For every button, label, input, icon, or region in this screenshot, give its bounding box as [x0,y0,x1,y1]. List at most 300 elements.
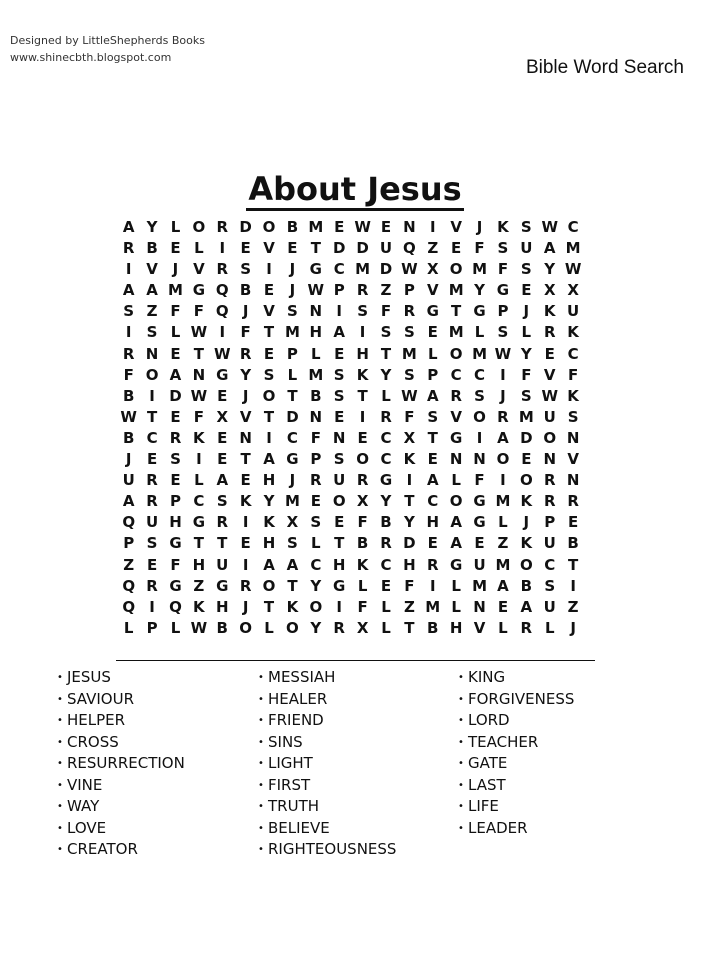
grid-letter: V [263,239,275,258]
grid-letter: C [333,260,345,279]
grid-letter: J [523,302,530,321]
grid-letter: S [240,260,252,279]
grid-letter: H [215,597,229,616]
grid-letter: N [403,218,416,236]
grid-letter: S [310,513,322,532]
grid-letter: H [356,344,369,363]
grid-letter: R [169,428,182,447]
grid-letter: Y [310,576,322,595]
grid-letter: K [193,597,205,616]
grid-letter: U [567,302,580,321]
grid-letter: E [334,344,345,363]
word-label: MESSIAH [268,668,336,686]
grid-letter: B [122,386,135,405]
grid-letter: F [240,323,251,342]
word-list-item [458,689,574,711]
grid-letter: K [263,513,275,532]
grid-letter: Z [427,239,439,258]
word-list-item [458,796,574,818]
grid-letter: T [404,618,415,637]
grid-letter: M [472,260,488,279]
grid-letter: N [449,450,463,469]
grid-letter: G [473,513,486,532]
grid-letter: S [474,386,485,405]
grid-letter: F [193,302,204,321]
word-list-item [258,796,396,818]
bullet-icon: • [258,758,264,769]
grid-letter: E [170,239,181,258]
grid-letter: X [403,428,416,447]
word-list-item [57,732,185,754]
grid-letter: E [427,534,438,553]
grid-letter: A [263,450,275,469]
grid-letter: K [520,492,533,511]
grid-letter: E [263,344,275,363]
grid-letter: U [543,597,556,616]
grid-letter: C [193,492,205,511]
grid-letter: I [149,386,155,405]
grid-letter: R [146,576,158,595]
grid-letter: B [380,513,392,532]
word-list-item [258,689,396,711]
grid-letter: E [263,281,275,300]
grid-letter: T [193,534,204,553]
grid-letter: F [474,239,485,258]
designer-credit [10,32,205,66]
grid-letter: S [146,534,158,553]
grid-letter: S [287,302,298,321]
word-label: JESUS [67,668,111,686]
word-list-item [57,667,185,689]
grid-letter: M [495,492,511,511]
grid-letter: C [286,428,298,447]
grid-letter: S [544,576,556,595]
grid-letter: C [380,450,392,469]
word-label: FIRST [268,775,311,794]
word-label: SAVIOUR [67,689,134,708]
bullet-icon: • [57,801,63,812]
grid-letter: F [123,365,134,384]
grid-letter: J [476,218,483,236]
grid-letter: G [473,492,486,511]
grid-letter: B [239,281,252,300]
word-label: LIFE [468,797,499,815]
grid-letter: D [332,239,346,258]
bullet-icon: • [458,736,464,748]
grid-letter: J [242,386,249,405]
bullet-icon: • [258,801,264,812]
grid-letter: L [311,344,321,363]
grid-letter: L [194,471,204,490]
grid-letter: P [286,344,298,363]
word-list-item [57,775,185,797]
grid-letter: S [520,386,532,405]
grid-letter: I [336,302,342,321]
grid-letter: F [380,302,392,321]
grid-letter: B [356,534,369,553]
grid-letter: Z [497,534,509,553]
grid-letter: D [403,534,416,553]
grid-letter: K [497,218,509,236]
grid-letter: K [543,302,556,321]
grid-letter: R [356,471,369,490]
grid-letter: O [449,260,463,279]
grid-letter: G [192,513,206,532]
grid-letter: V [543,365,556,384]
grid-letter: R [216,218,229,236]
bullet-icon: • [57,844,63,855]
grid-letter: I [359,407,366,426]
word-label: FORGIVENESS [468,689,575,708]
grid-letter: W [401,386,418,405]
grid-letter: L [381,597,391,616]
grid-letter: G [216,576,229,595]
grid-letter: R [543,471,556,490]
grid-letter: L [311,534,321,553]
grid-letter: J [523,513,530,532]
grid-letter: C [567,344,579,363]
grid-letter: O [192,218,206,236]
grid-letter: A [450,534,462,553]
grid-letter: N [473,597,486,616]
letter-grid [117,217,585,639]
grid-letter: Y [380,492,392,511]
grid-letter: I [359,323,366,342]
grid-letter: S [123,302,135,321]
grid-letter: L [170,218,181,236]
grid-letter: U [122,471,135,490]
grid-letter: M [401,344,417,363]
grid-letter: E [474,534,485,553]
grid-letter: A [169,365,182,384]
grid-letter: R [520,618,533,637]
grid-letter: G [426,302,439,321]
grid-letter: O [332,492,346,511]
grid-letter: X [543,281,556,300]
grid-letter: L [451,471,461,490]
grid-letter: P [427,365,439,384]
grid-letter: N [309,407,323,426]
grid-letter: O [519,555,533,574]
bullet-icon: • [57,693,63,705]
grid-letter: A [543,239,556,258]
grid-letter: G [169,534,182,553]
grid-letter: Y [380,365,392,384]
grid-letter: G [309,260,322,279]
grid-letter: Y [520,344,532,363]
word-label: LEADER [468,818,528,837]
grid-letter: J [289,281,296,300]
grid-letter: T [427,428,438,447]
grid-letter: E [170,471,181,490]
grid-letter: A [497,428,509,447]
grid-letter: I [500,471,506,490]
grid-letter: W [354,218,371,236]
grid-letter: R [497,407,509,426]
word-list-item [57,818,185,840]
grid-letter: M [355,260,371,279]
bullet-icon: • [57,672,63,683]
word-label: TEACHER [468,732,539,751]
grid-letter: Z [403,597,415,616]
word-list-item [258,818,396,840]
grid-letter: O [239,618,253,637]
word-list-column-3 [458,667,574,839]
word-label: RESURRECTION [67,754,185,772]
grid-letter: X [356,618,369,637]
grid-letter: R [239,576,252,595]
grid-letter: M [518,407,534,426]
grid-letter: I [125,260,132,279]
grid-letter: V [450,407,462,426]
grid-letter: O [449,492,463,511]
word-list-item [258,667,396,689]
word-label: WAY [67,797,100,815]
grid-letter: T [193,344,204,363]
grid-letter: G [216,365,229,384]
grid-letter: J [172,260,179,279]
grid-letter: J [125,450,132,469]
grid-letter: T [217,534,228,553]
grid-letter: G [379,471,393,490]
grid-letter: S [427,407,439,426]
grid-letter: N [192,365,206,384]
grid-letter: V [450,218,462,236]
grid-letter: S [263,365,275,384]
grid-letter: P [169,492,181,511]
grid-letter: P [403,281,415,300]
grid-letter: B [122,428,135,447]
grid-letter: L [170,618,181,637]
grid-letter: D [239,218,252,236]
grid-letter: I [500,365,506,384]
grid-letter: O [449,344,463,363]
word-list-column-2 [258,667,396,861]
grid-letter: J [242,302,249,321]
grid-letter: F [521,365,532,384]
bullet-icon: • [258,822,264,834]
grid-letter: D [286,407,299,426]
grid-letter: L [357,576,368,595]
grid-letter: E [240,239,251,258]
grid-letter: J [289,260,296,279]
grid-letter: W [190,323,208,342]
grid-letter: Z [123,555,135,574]
grid-letter: I [570,576,576,595]
grid-letter: T [287,386,298,405]
grid-letter: F [170,302,181,321]
grid-letter: T [357,386,368,405]
grid-letter: P [146,618,158,637]
grid-letter: O [356,450,369,469]
grid-letter: E [544,344,555,363]
grid-letter: M [308,365,324,384]
grid-letter: X [426,260,439,279]
word-label: TRUTH [268,797,320,815]
word-list-item [258,775,396,797]
grid-letter: L [381,618,391,637]
grid-letter: S [216,492,228,511]
grid-letter: H [262,534,276,553]
grid-letter: U [520,239,533,258]
grid-letter: Y [263,492,275,511]
grid-letter: W [190,618,208,637]
divider-line [116,660,595,661]
grid-letter: A [450,513,462,532]
bullet-icon: • [57,736,63,748]
grid-letter: U [379,239,393,258]
word-list-item [458,710,574,732]
grid-letter: R [122,239,135,258]
grid-letter: N [566,428,580,447]
bullet-icon: • [458,822,464,834]
grid-letter: Z [567,597,579,616]
grid-letter: I [242,513,249,532]
grid-letter: B [146,239,158,258]
grid-letter: G [333,576,346,595]
grid-letter: Q [215,302,229,321]
bullet-icon: • [458,715,464,726]
grid-letter: Q [215,281,229,300]
grid-letter: S [520,218,532,236]
word-label: LIGHT [268,754,313,772]
word-list-item [57,839,185,861]
grid-letter: Y [403,513,415,532]
grid-letter: L [170,323,181,342]
grid-letter: G [192,281,206,300]
grid-letter: M [284,323,300,342]
grid-letter: L [264,618,274,637]
grid-letter: E [380,218,392,236]
grid-letter: R [146,492,158,511]
grid-letter: T [310,239,321,258]
grid-letter: M [168,281,183,300]
grid-letter: I [429,218,436,236]
grid-letter: T [146,407,158,426]
grid-letter: P [123,534,135,553]
grid-letter: H [192,555,206,574]
grid-letter: E [170,344,181,363]
grid-letter: E [521,450,532,469]
grid-letter: F [310,428,321,447]
word-list-item [458,818,574,840]
grid-letter: X [216,407,229,426]
bullet-icon: • [258,715,264,726]
word-label: GATE [468,754,508,772]
grid-letter: I [406,471,413,490]
word-list-item [57,689,185,711]
grid-letter: O [309,597,323,616]
grid-letter: L [427,344,438,363]
word-list-item [258,732,396,754]
grid-letter: Y [240,365,252,384]
grid-letter: A [216,471,229,490]
grid-letter: X [567,281,579,300]
grid-letter: F [474,471,485,490]
bullet-icon: • [458,672,464,683]
bullet-icon: • [258,844,264,855]
grid-letter: Z [193,576,205,595]
word-label: KING [468,668,506,686]
grid-letter: H [309,323,323,342]
grid-letter: O [286,618,299,637]
grid-letter: C [146,428,158,447]
grid-letter: F [193,407,204,426]
grid-letter: T [380,344,392,363]
grid-letter: S [333,386,345,405]
word-list-item [458,732,574,754]
grid-letter: I [476,428,483,447]
grid-letter: L [194,239,204,258]
grid-letter: H [426,513,440,532]
grid-letter: U [543,534,556,553]
word-label: FRIEND [268,711,324,729]
grid-letter: Y [544,260,556,279]
grid-letter: D [356,239,369,258]
grid-letter: K [403,450,416,469]
word-label: LOVE [67,818,107,837]
grid-letter: U [333,471,346,490]
grid-letter: N [543,450,556,469]
grid-letter: A [497,576,509,595]
word-label: RIGHTEOUSNESS [268,840,397,858]
bullet-icon: • [258,672,264,683]
word-list-column-1 [57,667,185,861]
grid-letter: R [567,492,579,511]
grid-letter: F [497,260,509,279]
grid-letter: G [450,555,463,574]
word-label: HELPER [67,711,126,729]
grid-letter: I [219,323,226,342]
grid-letter: X [356,492,369,511]
grid-letter: W [401,260,418,279]
grid-letter: F [404,407,415,426]
puzzle-title-wrapper [0,170,710,211]
grid-letter: P [544,513,556,532]
grid-letter: M [425,597,441,616]
grid-letter: C [380,428,392,447]
word-list-item [458,753,574,775]
grid-letter: I [429,576,436,595]
grid-letter: E [427,323,438,342]
grid-letter: L [123,618,134,637]
word-label: CROSS [67,732,119,751]
grid-letter: C [310,555,322,574]
grid-letter: S [170,450,181,469]
grid-letter: E [287,239,298,258]
grid-letter: I [266,260,272,279]
grid-letter: I [149,597,155,616]
grid-letter: K [520,534,533,553]
grid-letter: R [356,281,369,300]
grid-letter: C [380,555,392,574]
grid-letter: C [450,365,462,384]
grid-letter: M [308,218,324,236]
grid-letter: T [263,323,275,342]
grid-letter: M [565,239,581,258]
grid-letter: Q [122,576,136,595]
bullet-icon: • [57,715,63,726]
grid-letter: J [570,618,576,637]
grid-letter: T [263,597,275,616]
grid-letter: A [263,555,275,574]
grid-letter: M [284,492,300,511]
grid-letter: E [217,386,228,405]
grid-letter: D [169,386,182,405]
grid-letter: L [451,597,461,616]
grid-letter: H [449,618,463,637]
grid-letter: R [216,513,229,532]
